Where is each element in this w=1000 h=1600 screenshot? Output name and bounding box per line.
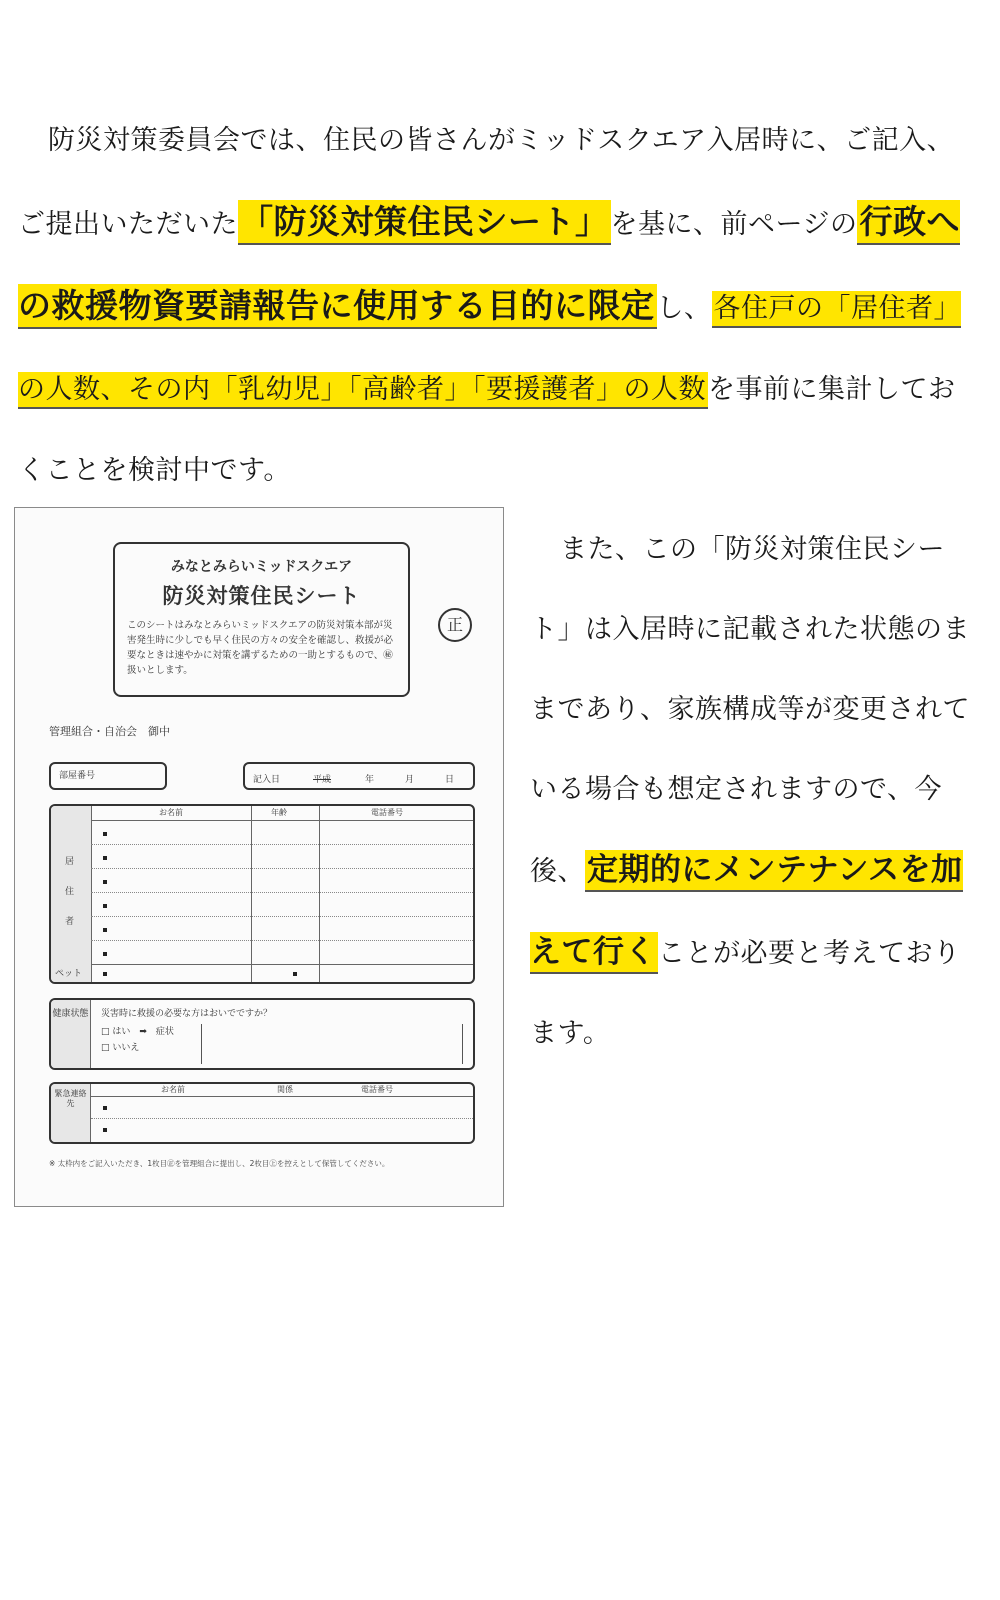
entry-date-month: 月	[405, 775, 415, 785]
form-footnote: ※ 太枠内をご記入いただき、1枚目㊣を管理組合に提出し、2枚目㊤を控えとして保管してください。	[49, 1159, 390, 1168]
bullet-icon	[103, 1106, 107, 1110]
form-subtitle: みなとみらいミッドスクエア	[170, 559, 353, 575]
bullet-icon	[103, 1128, 107, 1132]
residents-table	[49, 804, 475, 984]
residents-label-2: 住	[65, 887, 75, 897]
entry-date-label: 記入日	[253, 775, 281, 785]
intro-highlight-sheet-name: 「防災対策住民シート」	[238, 200, 611, 245]
health-question: 災害時に救援の必要な方はおいでですか？	[101, 1009, 273, 1019]
col-name: お名前	[159, 808, 183, 817]
residents-label-3: 者	[65, 917, 75, 927]
right-text-1: また、この「防災対策住民シート」は入居時に記載された状態のままであり、家族構成等が変更されている場合も想定されますので、今後、	[530, 534, 970, 887]
room-number-label: 部屋番号	[59, 771, 96, 781]
intro-text-1: 防災対策委員会では、住民の皆さんがミッドスクエア入居時に、ご記入、ご提出いただいた	[18, 125, 955, 240]
emergency-contact-label: 緊急連絡先	[51, 1084, 91, 1142]
room-number-box	[49, 762, 167, 790]
residents-table-header	[91, 806, 473, 821]
bullet-icon	[103, 928, 107, 932]
contact-col-name: お名前	[161, 1085, 185, 1094]
health-section	[49, 998, 475, 1070]
divider	[91, 868, 473, 869]
bullet-icon	[103, 952, 107, 956]
emergency-contact-section	[49, 1082, 475, 1144]
intro-highlight-counts: 各住戸の「居住者」の人数、その内「乳幼児」「高齢者」「要援護者」の人数	[18, 291, 961, 409]
divider	[91, 844, 473, 845]
contact-col-relation: 関係	[277, 1085, 293, 1094]
form-description: このシートはみなとみらいミッドスクエアの防災対策本部が災害発生時に少しでも早く住民の方々の安全を確認し、救援が必要なときは速やかに対策を講ずるための一助とするもので、㊙扱いとします。	[127, 620, 394, 676]
col-age: 年齢	[271, 808, 287, 817]
col-phone: 電話番号	[371, 808, 403, 817]
health-yes-option: □ はい ➡ 症状	[101, 1027, 174, 1037]
entry-date-day: 日	[445, 775, 455, 785]
entry-date-box	[243, 762, 475, 790]
intro-highlight-purpose: 行政への救援物資要請報告に使用する目的に限定	[18, 200, 960, 329]
divider	[91, 1118, 473, 1119]
health-no-option: □ いいえ	[101, 1043, 140, 1053]
entry-date-year: 年	[365, 775, 375, 785]
symptom-bracket	[201, 1024, 463, 1064]
form-addressee: 管理組合・自治会 御中	[49, 725, 170, 738]
divider	[251, 806, 252, 982]
intro-text-7: を事前に集計しておくことを検討中です。	[18, 374, 956, 486]
divider	[91, 964, 473, 965]
bullet-icon	[293, 972, 297, 976]
contact-col-phone: 電話番号	[361, 1085, 393, 1094]
divider	[91, 916, 473, 917]
divider	[91, 892, 473, 893]
intro-text-3: を基に、前ページの	[610, 209, 858, 240]
right-text-3: ことが必要と考えております。	[530, 938, 961, 1049]
original-mark-icon: 正	[438, 608, 472, 642]
bullet-icon	[103, 904, 107, 908]
intro-paragraph	[18, 100, 978, 511]
resident-sheet-image	[14, 507, 504, 1207]
pet-label: ペット	[55, 969, 83, 979]
bullet-icon	[103, 972, 107, 976]
bullet-icon	[103, 880, 107, 884]
form-title-box	[113, 542, 410, 697]
entry-date-era: 平成	[313, 775, 332, 785]
contact-header	[91, 1084, 473, 1097]
divider	[91, 940, 473, 941]
intro-text-5: し、	[656, 293, 712, 324]
bullet-icon	[103, 856, 107, 860]
residents-label-1: 居	[65, 857, 75, 867]
right-paragraph	[530, 510, 970, 1074]
right-highlight-maintenance: 定期的にメンテナンスを加えて行く	[530, 850, 963, 974]
health-label: 健康状態	[51, 1000, 91, 1068]
divider	[319, 806, 320, 982]
form-title: 防災対策住民シート	[162, 584, 361, 608]
bullet-icon	[103, 832, 107, 836]
